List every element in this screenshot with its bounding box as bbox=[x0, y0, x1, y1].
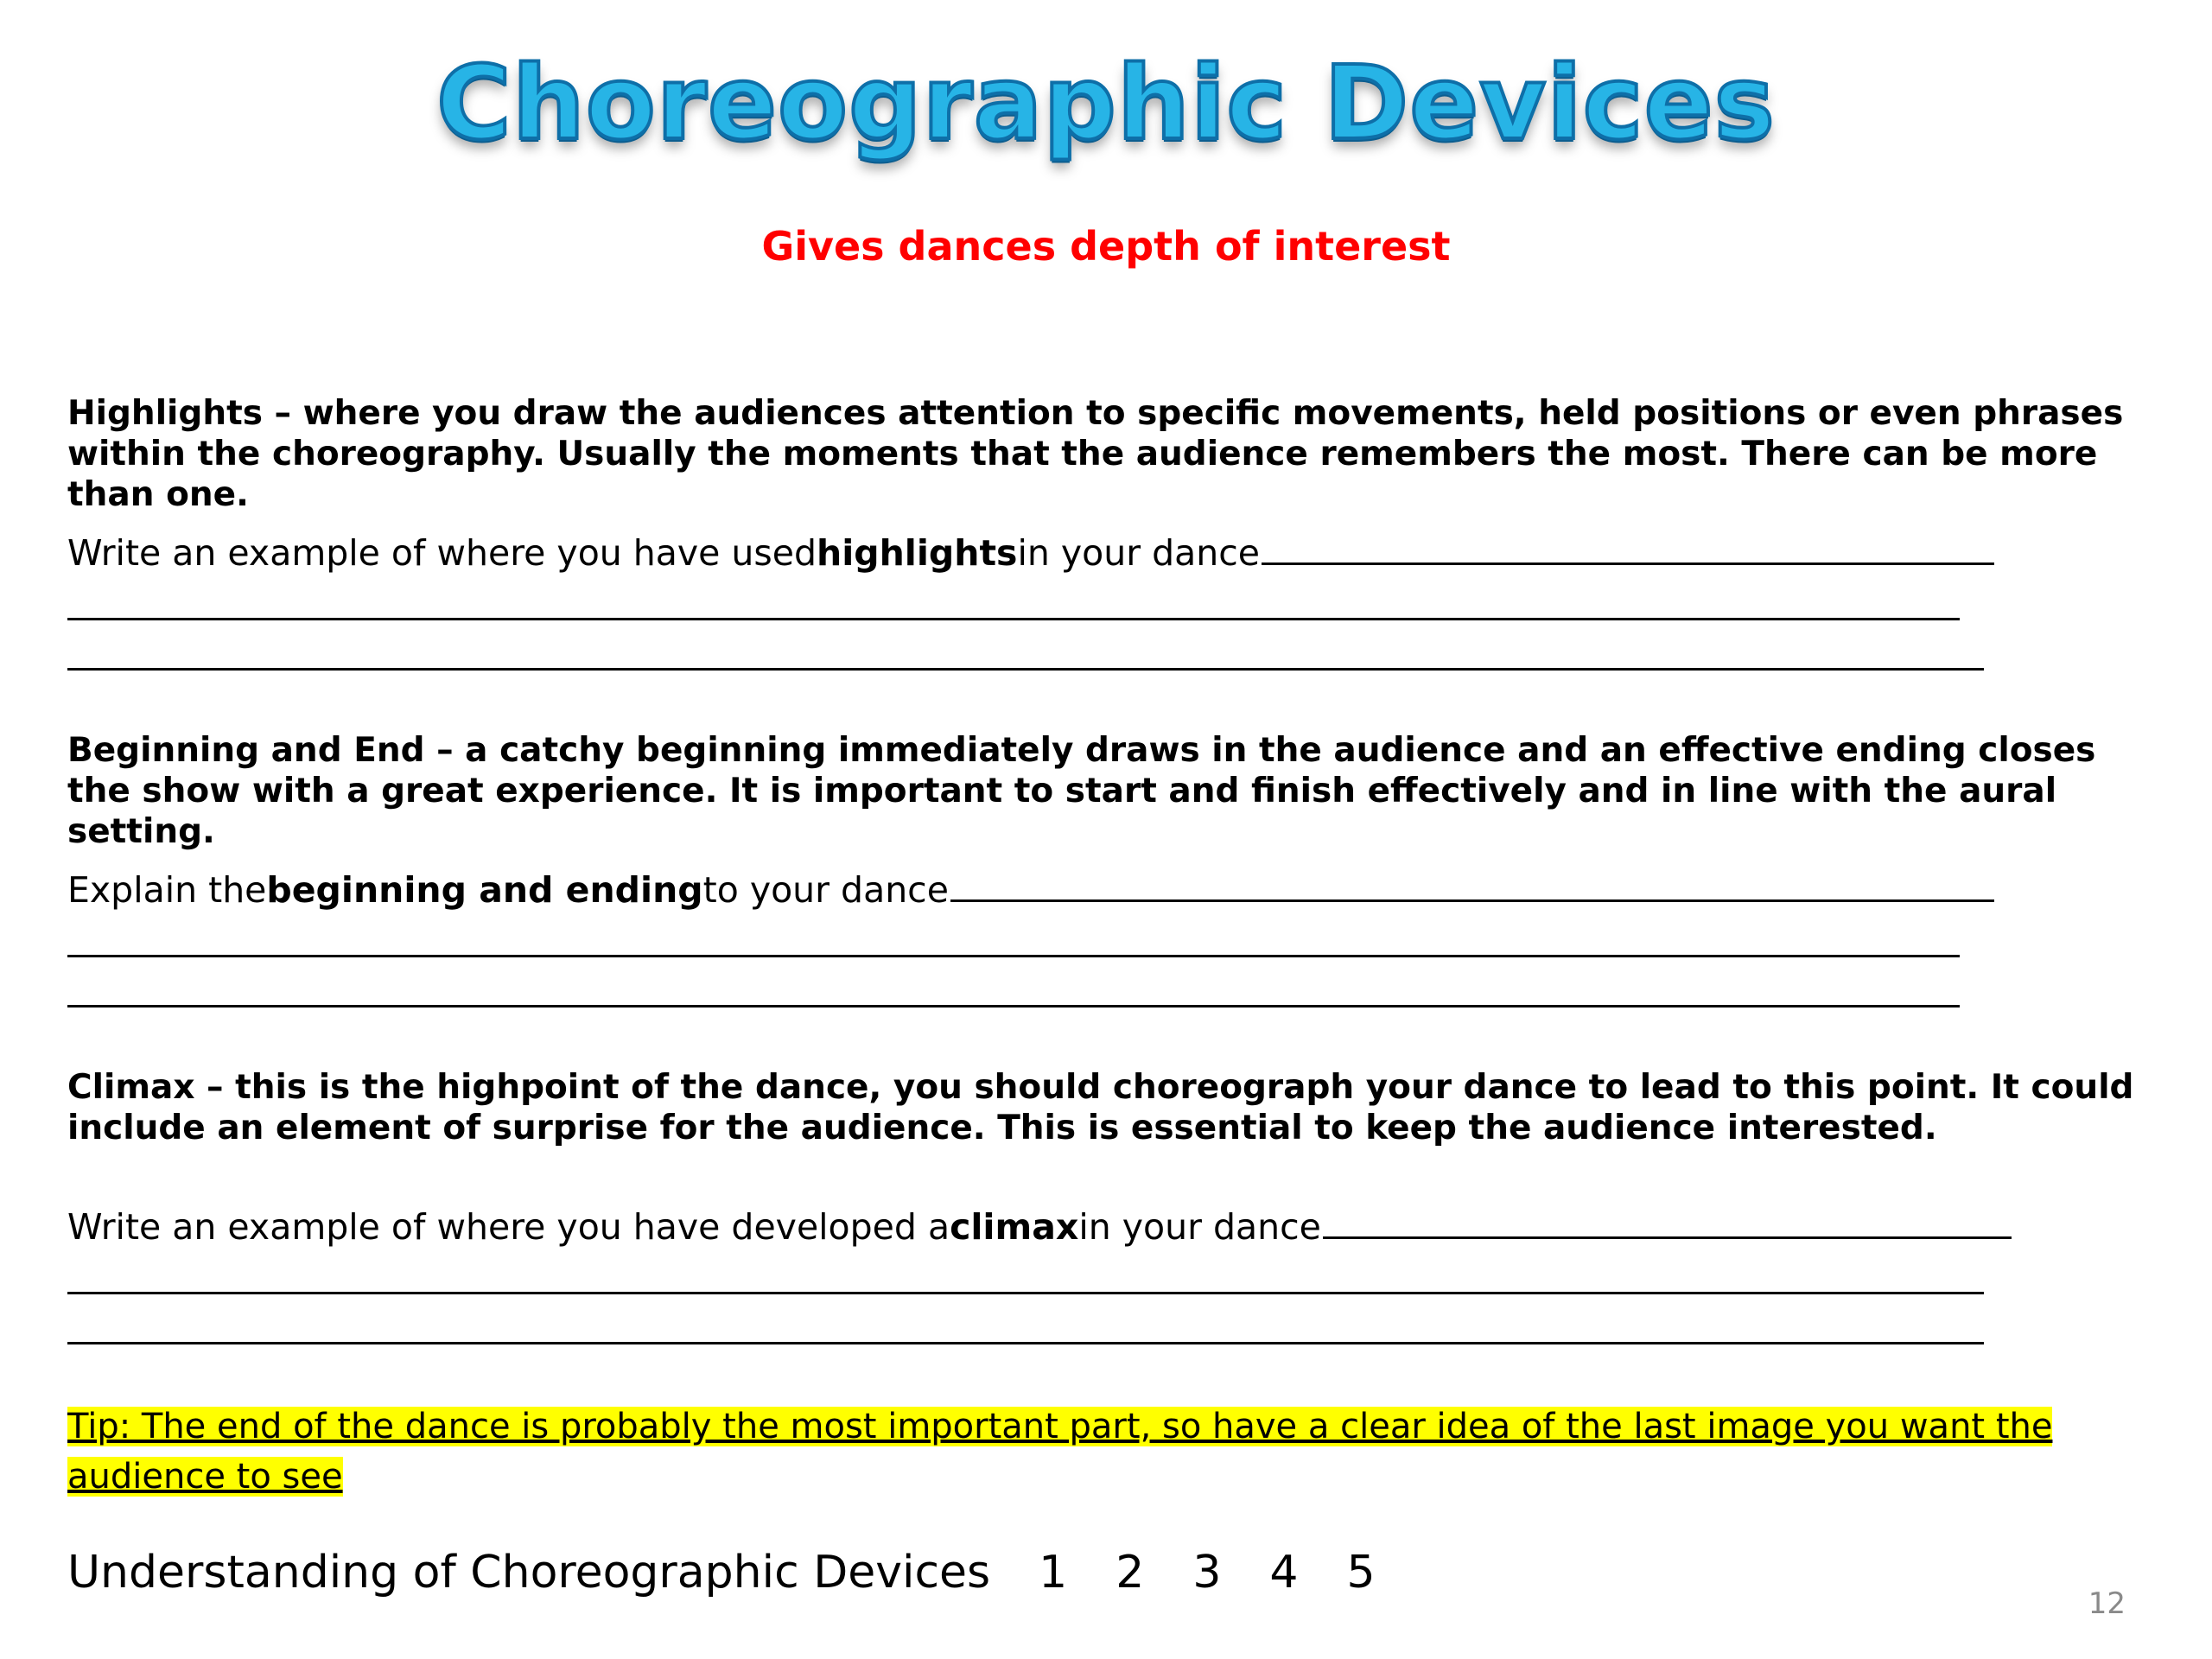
prompt-text: Write an example of where you have used bbox=[67, 532, 817, 574]
beginning-end-answer-line-3[interactable] bbox=[67, 1005, 1960, 1007]
beginning-end-prompt bbox=[67, 868, 1994, 912]
highlights-answer-line-1[interactable] bbox=[1262, 533, 1994, 565]
page-subtitle: Gives dances depth of interest bbox=[761, 223, 1451, 270]
climax-answer-line-3[interactable] bbox=[67, 1342, 1984, 1344]
prompt-text: in your dance bbox=[1078, 1206, 1321, 1248]
beginning-end-answer-line-1[interactable] bbox=[950, 870, 1994, 902]
understanding-rating bbox=[67, 1547, 1376, 1599]
climax-definition: Climax – this is the highpoint of the dance, you should choreograph your dance to lead to this point. It could include an element of surprise for the audience. This is essential to keep the audience interested. bbox=[67, 1068, 2134, 1147]
rating-option-3[interactable]: 3 bbox=[1192, 1547, 1222, 1599]
prompt-keyword: highlights bbox=[817, 532, 1018, 574]
prompt-text: in your dance bbox=[1017, 532, 1261, 574]
beginning-end-answer-line-2[interactable] bbox=[67, 955, 1960, 957]
tip-note bbox=[67, 1402, 2081, 1502]
highlights-prompt bbox=[67, 531, 1994, 575]
rating-option-5[interactable]: 5 bbox=[1346, 1547, 1376, 1599]
prompt-keyword: beginning and ending bbox=[266, 869, 703, 911]
rating-option-4[interactable]: 4 bbox=[1269, 1547, 1299, 1599]
rating-option-2[interactable]: 2 bbox=[1116, 1547, 1145, 1599]
prompt-text: to your dance bbox=[702, 869, 949, 911]
highlights-answer-line-2[interactable] bbox=[67, 618, 1960, 620]
prompt-text: Explain the bbox=[67, 869, 267, 911]
prompt-keyword: climax bbox=[950, 1206, 1079, 1248]
highlights-answer-line-3[interactable] bbox=[67, 668, 1984, 671]
rating-option-1[interactable]: 1 bbox=[1039, 1547, 1068, 1599]
climax-answer-line-1[interactable] bbox=[1323, 1207, 2012, 1239]
rating-label: Understanding of Choreographic Devices bbox=[67, 1547, 991, 1599]
page-number: 12 bbox=[2088, 1586, 2126, 1621]
climax-answer-line-2[interactable] bbox=[67, 1292, 1984, 1294]
prompt-text: Write an example of where you have developed a bbox=[67, 1206, 950, 1248]
highlights-definition: Highlights – where you draw the audiences attention to specific movements, held positions or even phrases within the choreography. Usually the moments that the audience remembers the most. There can be more than one. bbox=[67, 394, 2124, 514]
beginning-end-definition: Beginning and End – a catchy beginning immediately draws in the audience and an effective ending closes the show with a great experience. It is important to start and finish effectively and in line with the aural setting. bbox=[67, 731, 2096, 851]
tip-text: Tip: The end of the dance is probably the most important part, so have a clear idea of the last image you want the audience to see bbox=[67, 1407, 2053, 1497]
climax-prompt bbox=[67, 1205, 2012, 1249]
page-title: Choreographic Devices bbox=[436, 43, 1776, 162]
